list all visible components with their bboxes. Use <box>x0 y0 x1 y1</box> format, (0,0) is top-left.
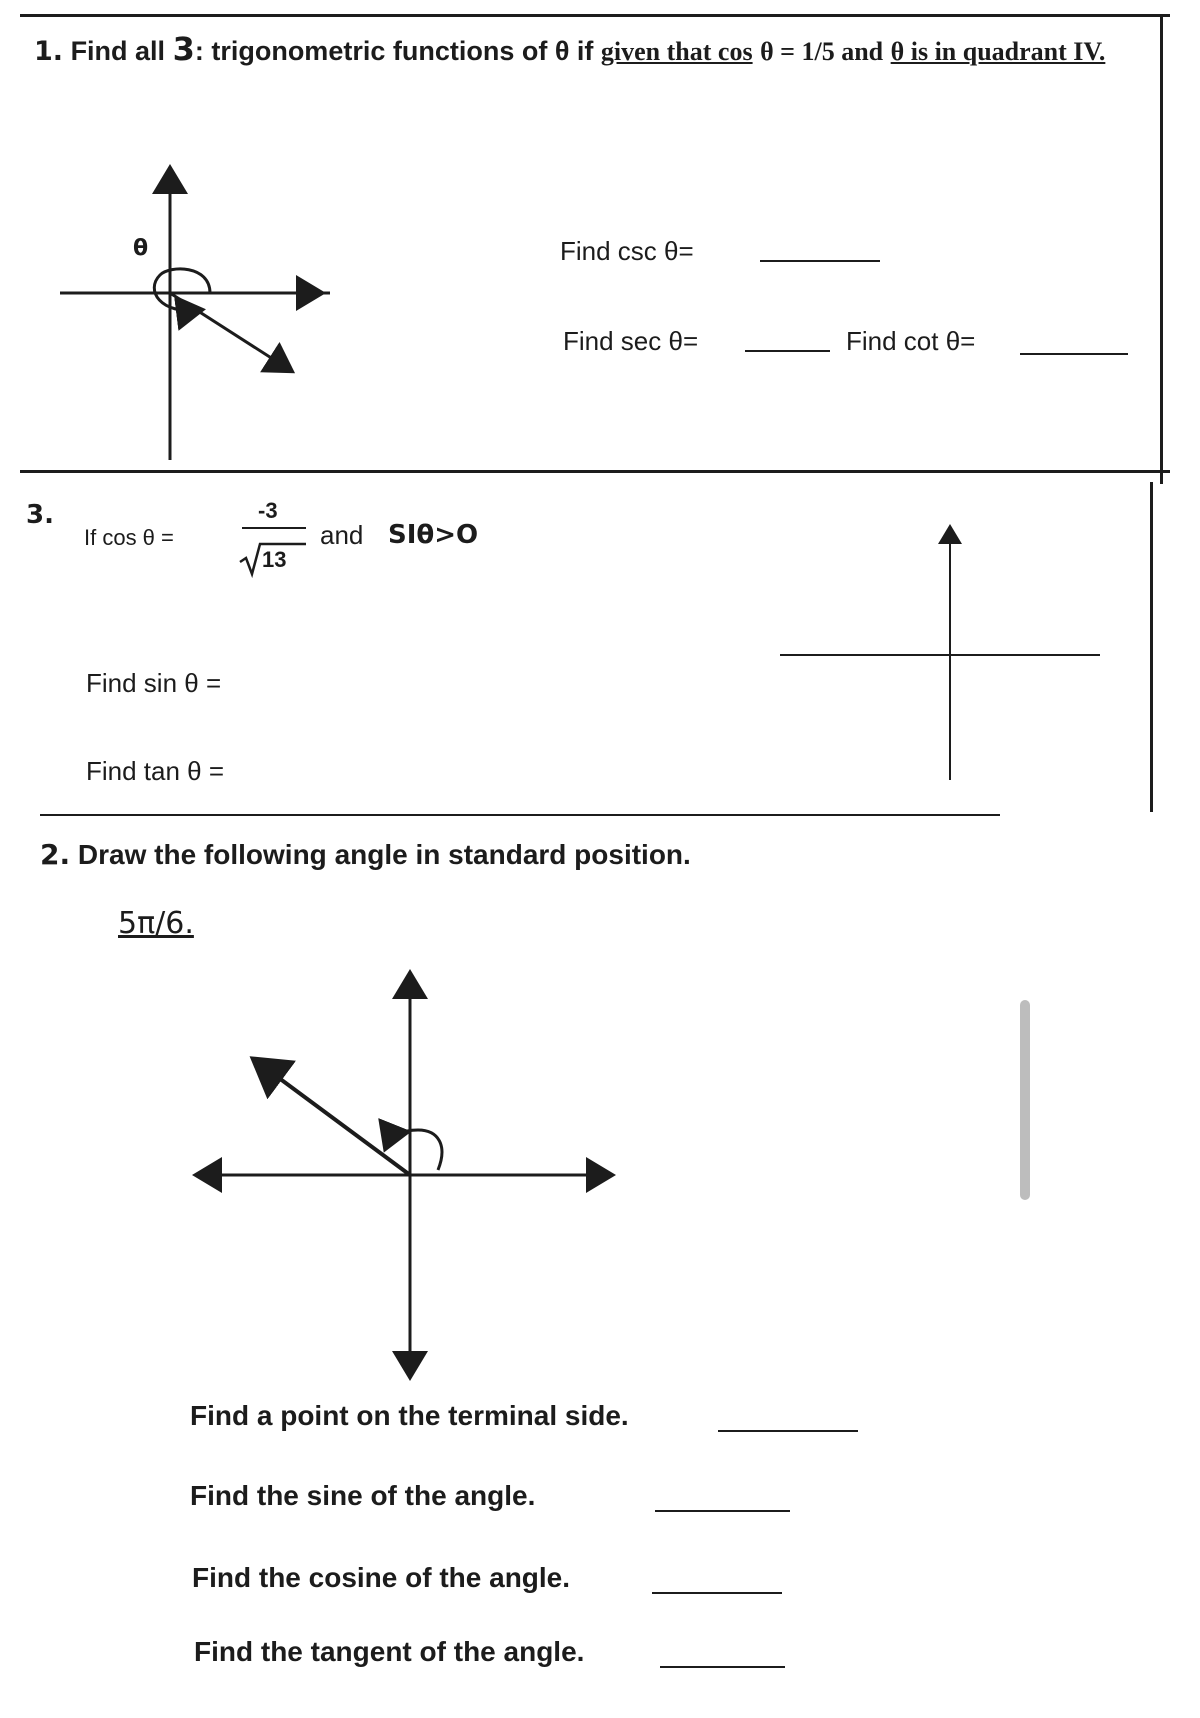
problem3-number: 3. <box>26 500 54 530</box>
problem1-diagram-label: θ <box>133 236 149 261</box>
problem1-number: 1. <box>34 36 64 67</box>
point-question: Find a point on the terminal side. <box>190 1400 629 1431</box>
problem1-right-border <box>1160 14 1163 484</box>
problem1-text-mid: : trigonometric functions of θ if <box>194 36 601 66</box>
problem1-diagram <box>60 160 380 460</box>
point-answer-blank <box>718 1430 858 1432</box>
cosine-question: Find the cosine of the angle. <box>192 1562 571 1593</box>
problem3-condition: SIθ>O <box>388 520 479 550</box>
csc-label: Find csc θ= <box>560 236 694 266</box>
problem1-bottom-border <box>20 470 1170 473</box>
sin-question: Find sin θ = <box>86 668 222 698</box>
sec-question <box>563 326 698 357</box>
problem1-heading <box>34 30 1105 68</box>
problem3-and: and <box>320 520 364 550</box>
problem3-numerator: -3 <box>258 498 278 523</box>
problem1-condition-end: θ is in quadrant IV. <box>890 37 1106 66</box>
problem2-heading <box>40 838 691 871</box>
cosine-answer-blank <box>652 1592 782 1594</box>
problem1-underlined: given that cos <box>600 37 753 66</box>
csc-answer-blank <box>760 260 880 262</box>
p1-terminal-ray <box>170 293 290 370</box>
csc-question <box>560 236 694 267</box>
problem1-condition: θ = 1/5 and <box>760 37 884 66</box>
problem3-axes <box>780 520 1110 780</box>
top-border <box>20 14 1170 17</box>
cot-question <box>846 326 975 357</box>
problem2-diagram <box>190 965 610 1385</box>
p2-terminal-ray <box>256 1061 410 1175</box>
sec-label: Find sec θ= <box>563 326 699 356</box>
problem1-text-start: Find all <box>70 36 166 66</box>
problem2-angle: 5π/6. <box>118 906 194 941</box>
sec-answer-blank <box>745 350 830 352</box>
fraction-bar <box>242 527 306 529</box>
p1-rotation-arc <box>154 269 210 311</box>
sine-question: Find the sine of the angle. <box>190 1480 536 1511</box>
tan-question: Find tan θ = <box>86 756 225 786</box>
scrollbar-thumb[interactable] <box>1020 1000 1030 1200</box>
problem3-if-cos: If cos θ = <box>84 525 174 550</box>
problem1-count: 3 <box>172 30 195 68</box>
tangent-question: Find the tangent of the angle. <box>194 1636 585 1667</box>
problem3-denominator: 13 <box>262 547 287 572</box>
problem2-number: 2. <box>40 838 71 871</box>
sine-answer-blank <box>655 1510 790 1512</box>
cot-answer-blank <box>1020 353 1128 355</box>
problem3-right-border <box>1150 482 1153 812</box>
tangent-answer-blank <box>660 1666 785 1668</box>
cot-label: Find cot θ= <box>846 326 976 356</box>
problem3-bottom-border <box>40 814 1000 816</box>
problem2-instruction: Draw the following angle in standard position. <box>77 839 691 870</box>
